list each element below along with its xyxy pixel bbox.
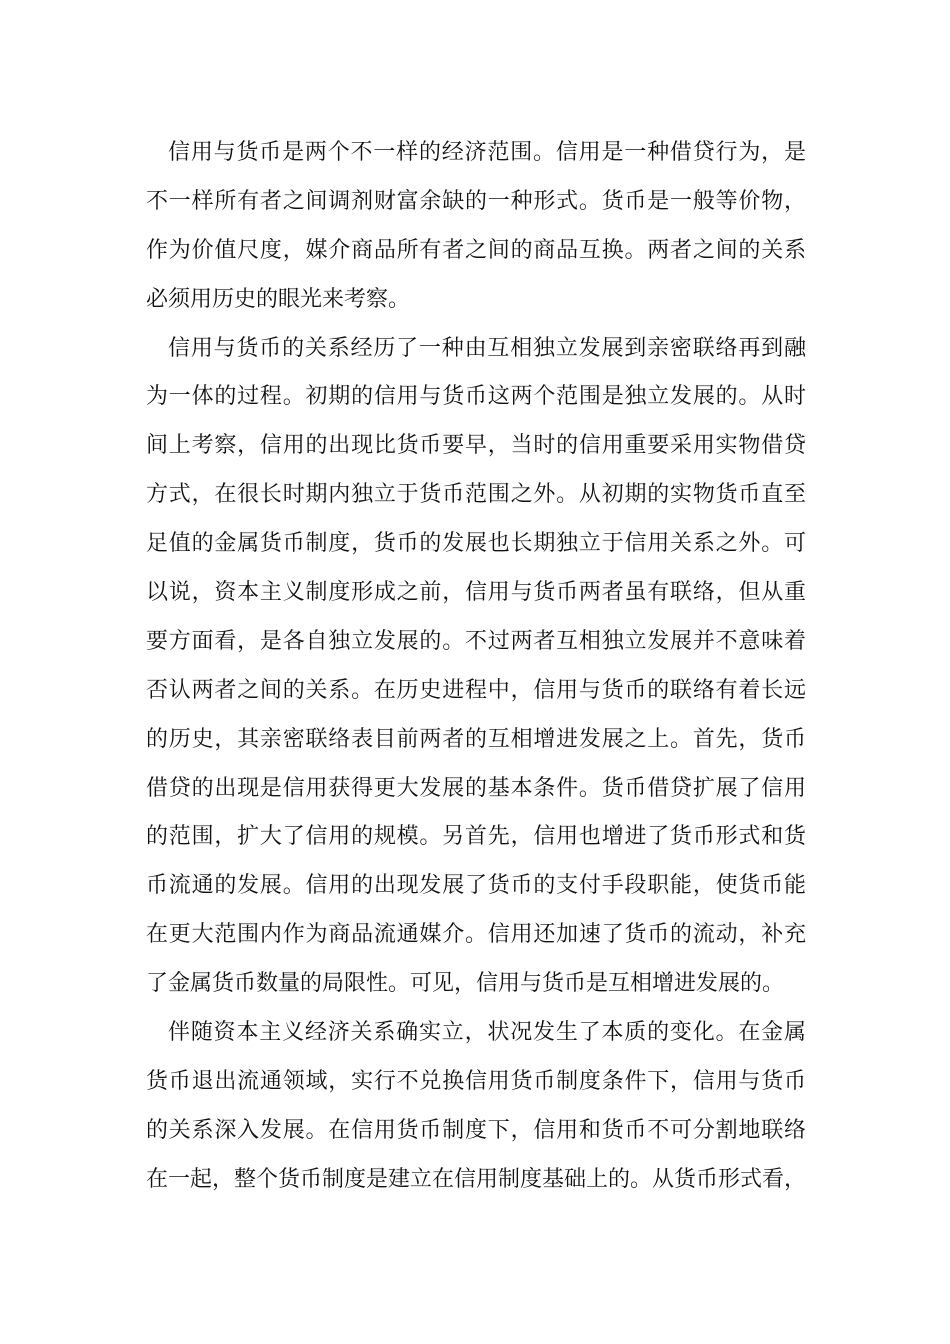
text-line: 作为价值尺度，媒介商品所有者之间的商品互换。两者之间的关系 xyxy=(146,237,806,263)
text-line: 足值的金属货币制度，货币的发展也长期独立于信用关系之外。可 xyxy=(146,531,806,557)
text-line: 伴随资本主义经济关系确实立，状况发生了本质的变化。在金属 xyxy=(168,1020,806,1046)
text-line: 币流通的发展。信用的出现发展了货币的支付手段职能，使货币能 xyxy=(146,873,806,899)
text-line: 货币退出流通领域，实行不兑换信用货币制度条件下，信用与货币 xyxy=(146,1068,806,1094)
text-line: 方式，在很长时期内独立于货币范围之外。从初期的实物货币直至 xyxy=(146,482,806,508)
text-line: 必须用历史的眼光来考察。 xyxy=(146,286,411,312)
paragraph-2 xyxy=(146,325,806,1009)
text-line: 的范围，扩大了信用的规模。另首先，信用也增进了货币形式和货 xyxy=(146,824,806,850)
text-line: 信用与货币的关系经历了一种由互相独立发展到亲密联络再到融 xyxy=(168,335,806,361)
text-line: 信用与货币是两个不一样的经济范围。信用是一种借贷行为，是 xyxy=(168,140,806,165)
text-line: 的关系深入发展。在信用货币制度下，信用和货币不可分割地联络 xyxy=(146,1117,806,1143)
text-line: 不一样所有者之间调剂财富余缺的一种形式。货币是一般等价物， xyxy=(146,188,806,214)
text-line: 了金属货币数量的局限性。可见，信用与货币是互相增进发展的。 xyxy=(146,971,785,997)
body-text xyxy=(146,129,806,1205)
paragraph-3 xyxy=(146,1009,806,1205)
text-line: 否认两者之间的关系。在历史进程中，信用与货币的联络有着长远 xyxy=(146,677,806,703)
text-line: 在一起，整个货币制度是建立在信用制度基础上的。从货币形式看， xyxy=(146,1166,807,1192)
paragraph-1 xyxy=(146,129,806,325)
text-line: 以说，资本主义制度形成之前，信用与货币两者虽有联络，但从重 xyxy=(146,580,806,606)
text-line: 要方面看，是各自独立发展的。不过两者互相独立发展并不意味着 xyxy=(146,628,806,654)
text-line: 借贷的出现是信用获得更大发展的基本条件。货币借贷扩展了信用 xyxy=(146,775,806,801)
text-line: 的历史，其亲密联络表目前两者的互相增进发展之上。首先，货币 xyxy=(146,726,806,752)
text-line: 在更大范围内作为商品流通媒介。信用还加速了货币的流动，补充 xyxy=(146,922,806,948)
text-line: 间上考察，信用的出现比货币要早，当时的信用重要采用实物借贷 xyxy=(146,433,806,459)
text-line: 为一体的过程。初期的信用与货币这两个范围是独立发展的。从时 xyxy=(146,384,806,410)
